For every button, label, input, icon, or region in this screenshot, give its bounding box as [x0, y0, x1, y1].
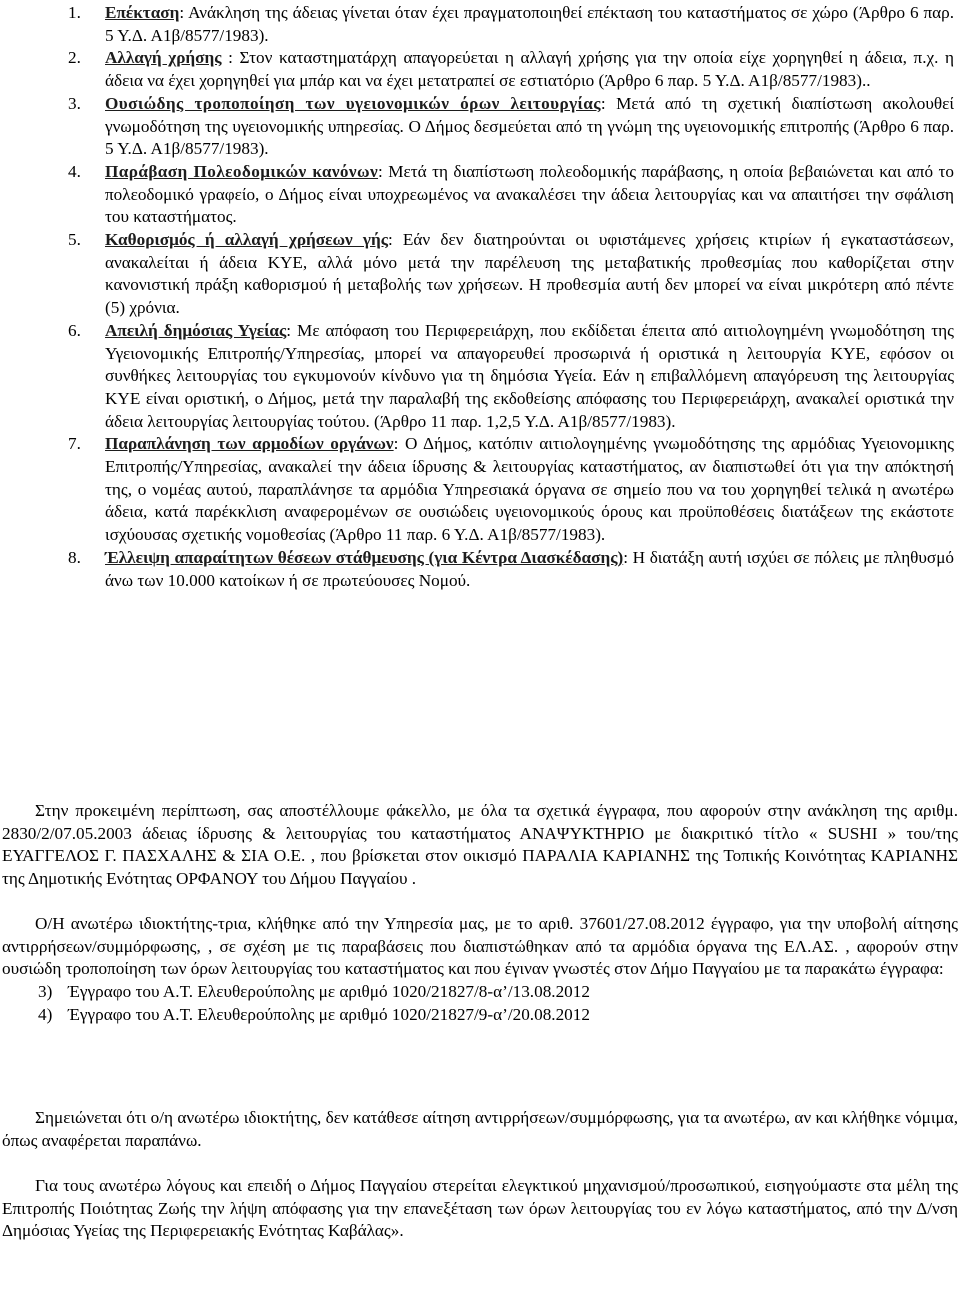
note-paragraph: Σημειώνεται ότι ο/η ανωτέρω ιδιοκτήτης, δεν κατάθεσε αίτηση αντιρρήσεων/συμμόρφωσης, για τα ανωτέρω, αν και κλήθηκε νόμιμα, όπως αναφέρεται παραπάνω.: [2, 1108, 958, 1150]
item-body: Η διατάξη αυτή ισχύει σε πόλεις με πληθυσμό άνω των 10.000 κατοίκων ή σε πρωτεύουσες Νομού.: [105, 547, 955, 590]
item-number: 3.: [68, 93, 81, 113]
item-number: 2.: [68, 48, 81, 68]
item-title: Αλλαγή χρήσης: [105, 48, 222, 68]
list-item-8: 8. Έλλειψη απαραίτητων θέσεων στάθμευσης (για Κέντρα Διασκέδασης): Η διατάξη αυτή ισχύει σε πόλεις με πληθυσμό άνω των 10.000 κατοίκων ή σε πρωτεύουσες Νομού.: [68, 547, 955, 590]
item-number: 8.: [68, 547, 81, 567]
proposal-paragraph: Για τους ανωτέρω λόγους και επειδή ο Δήμος Παγγαίου στερείται ελεγκτικού μηχανισμού/προσωπικού, εισηγούμαστε στα μέλη της Επιτροπής Ποιότητας Ζωής την λήψη απόφασης για την επανεξέταση των όρων λειτουργίας του εν λόγω καταστήματος, από την Δ/νση Δημόσιας Υγείας της Περιφερειακής Ενότητας Καβάλας».: [2, 1176, 958, 1241]
document-ref-3: 3) Έγγραφο του Α.Τ. Ελευθερούπολης με αριθμό 1020/21827/8-α’/13.08.2012: [38, 982, 590, 1002]
case-paragraph: Στην προκειμένη περίπτωση, σας αποστέλλουμε φάκελλο, με όλα τα σχετικά έγγραφα, που αφορούν στην ανάκληση της αριθμ. 2830/2/07.05.2003 άδειας ίδρυσης & λειτουργίας του καταστήματος ΑΝΑΨΥΚΤΗΡΙΟ με διακριτικό τίτλο « SUSHI » του/της ΕΥΑΓΓΕΛΟΣ Γ. ΠΑΣΧΑΛΗΣ & ΣΙΑ Ο.Ε. , που βρίσκεται στον οικισμό ΠΑΡΑΛΙΑ ΚΑΡΙΑΝΗΣ της Τοπικής Κοινότητας ΚΑΡΙΑΝΗΣ της Δημοτικής Ενότητας ΟΡΦΑΝΟΥ του Δήμου Παγγαίου .: [2, 801, 958, 889]
list-item-7: 7. Παραπλάνηση των αρμοδίων οργάνων: Ο Δήμος, κατόπιν αιτιολογημένης γνωμοδότησης της αρμόδιας Υγειονομικης Επιτροπής/Υπηρεσίας, ανακαλεί την άδεια ίδρυσης & λειτουργίας καταστήματος, αν διαπιστωθεί ότι για την απόκτησή της, ο νομέας αυτού, παραπλάνησε τα αρμόδια Υπηρεσιακά όργανα σε σημείο που να του χορηγηθεί τελικά η ανωτέρω άδεια, κατά παρέκκλιση αναφερομένων σε ουσιώδεις υγειονομικούς όρους και προϋποθέσεις διατάξεων της εκάστοτε ισχύουσας σχετικής νομοθεσίας (Άρθρο 11 παρ. 6 Υ.Δ. Α1β/8577/1983).: [68, 434, 954, 545]
item-title: Έλλειψη απαραίτητων θέσεων στάθμευσης (για Κέντρα Διασκέδασης): [105, 547, 624, 567]
list-item-6: 6. Απειλή δημόσιας Υγείας: Με απόφαση του Περιφερειάρχη, που εκδίδεται έπειτα από αιτιολογημένη γνωμοδότηση της Υγειονομικής Επιτροπής/Υπηρεσίας, μπορεί να απαγορευθεί προσωρινά ή οριστικά η λειτουργία ΚΥΕ, εφόσον οι συνθήκες λειτουργίας του εγκυμονούν κίνδυνο για τη δημόσια Υγεία. Εάν η επιβαλλόμενη απαγόρευση της λειτουργίας ΚΥΕ είναι οριστική, ο Δήμος, μετά την παραλαβή της εκδοθείσης απόφασης του Περιφερειάρχη, ανακαλεί οριστικά την άδεια λειτουργίας λειτουργίας τούτου. (Άρθρο 11 παρ. 1,2,5 Υ.Δ. Α1β/8577/1983).: [68, 320, 954, 431]
list-item-2: 2. Αλλαγή χρήσης : Στον καταστηματάρχη απαγορεύεται η αλλαγή χρήσης για την οποία είχε χορηγηθεί η άδεια, π.χ. η άδεια να έχει χορηγηθεί για μπάρ και να έχει μετατραπεί σε εστιατόριο (Άρθρο 6 παρ. 5 Υ.Δ. Α1β/8577/1983)..: [68, 48, 955, 91]
owner-paragraph: Ο/Η ανωτέρω ιδιοκτήτης-τρια, κλήθηκε από την Υπηρεσία μας, με το αριθ. 37601/27.08.2012 έγγραφο, για την υποβολή αίτησης αντιρρήσεων/συμμόρφωσης, , σε σχέση με τις παραβάσεις που διαπιστώθηκαν από τα αρμόδια όργανα της ΕΛ.ΑΣ. , αφορούν στην ουσιώδη τροποποίηση των όρων λειτουργίας του καταστήματος και που έγιναν γνωστές στον Δήμο Παγγαίου με τα παρακάτω έγγραφα: 3) Έγγραφο του Α.Τ. Ελευθερούπολης με αριθμό 1020/21827/8-α’/13.08.2012 4) Έγγραφο του Α.Τ. Ελευθερούπολης με αριθμό 1020/21827/9-α’/20.08.2012: [2, 913, 958, 1027]
list-item-4: 4. Παράβαση Πολεοδομικών κανόνων: Μετά τη διαπίστωση πολεοδομικής παράβασης, η οποία βεβαιώνεται και από το πολεοδομικό γραφείο, ο Δήμος είναι υποχρεωμένος να ανακαλέσει την άδεια λειτουργίας και να απαιτήσει την σφάλιση του καταστήματος.: [68, 161, 954, 227]
item-body: Μετά τη διαπίστωση πολεοδομικής παράβασης, η οποία βεβαιώνεται και από το πολεοδομικό γραφείο, ο Δήμος είναι υποχρεωμένος να ανακαλέσει την άδεια λειτουργίας και να απαιτήσει την σφάλιση του καταστήματος.: [105, 161, 954, 227]
item-body: Ο Δήμος, κατόπιν αιτιολογημένης γνωμοδότησης της αρμόδιας Υγειονομικης Επιτροπής/Υπηρεσίας, ανακαλεί την άδεια ίδρυσης & λειτουργίας καταστήματος, αν διαπιστωθεί ότι για την απόκτησή της, ο νομέας αυτού, παραπλάνησε τα αρμόδια Υπηρεσιακά όργανα σε σημείο που να του χορηγηθεί τελικά η ανωτέρω άδεια, κατά παρέκκλιση αναφερομένων σε ουσιώδεις υγειονομικούς όρους και προϋποθέσεις διατάξεων της εκάστοτε ισχύουσας σχετικής νομοθεσίας (Άρθρο 11 παρ. 6 Υ.Δ. Α1β/8577/1983).: [105, 434, 954, 545]
item-number: 7.: [68, 434, 81, 454]
item-title: Καθορισμός ή αλλαγή χρήσεων γής: [105, 230, 388, 250]
revocation-reasons-list: [0, 2, 960, 592]
item-number: 1.: [68, 3, 81, 22]
list-item-3: 3. Ουσιώδης τροποποίηση των υγειονομικών όρων λειτουργίας: Μετά από τη σχετική διαπίστωση ακολουθεί γνωμοδότηση της υγειονομικής υπηρεσίας. Ο Δήμος δεσμεύεται από τη γνώμη της υγειονομικής επιτροπής (Άρθρο 6 παρ. 5 Υ.Δ. Α1β/8577/1983).: [68, 93, 954, 159]
item-title: Επέκταση: [105, 3, 180, 22]
item-title: Παράβαση Πολεοδομικών κανόνων: [105, 161, 379, 181]
item-body: Με απόφαση του Περιφερειάρχη, που εκδίδεται έπειτα από αιτιολογημένη γνωμοδότηση της Υγειονομικής Επιτροπής/Υπηρεσίας, μπορεί να απαγορευθεί προσωρινά ή οριστικά η λειτουργία ΚΥΕ, εφόσον οι συνθήκες λειτουργίας του εγκυμονούν κίνδυνο για τη δημόσια Υγεία. Εάν η επιβαλλόμενη απαγόρευση της λειτουργίας ΚΥΕ είναι οριστική, ο Δήμος, μετά την παραλαβή της εκδοθείσης απόφασης του Περιφερειάρχη, ανακαλεί οριστικά την άδεια λειτουργίας λειτουργίας τούτου. (Άρθρο 11 παρ. 1,2,5 Υ.Δ. Α1β/8577/1983).: [105, 320, 954, 431]
document-ref-4: 4) Έγγραφο του Α.Τ. Ελευθερούπολης με αριθμό 1020/21827/9-α’/20.08.2012: [38, 1004, 590, 1024]
item-number: 6.: [68, 320, 81, 340]
item-body: Στον καταστηματάρχη απαγορεύεται η αλλαγή χρήσης για την οποία είχε χορηγηθεί η άδεια, π.χ. η άδεια να έχει χορηγηθεί για μπάρ και να έχει μετατραπεί σε εστιατόριο (Άρθρο 6 παρ. 5 Υ.Δ. Α1β/8577/1983)..: [105, 48, 955, 91]
item-number: 5.: [68, 230, 81, 250]
item-title: Παραπλάνηση των αρμοδίων οργάνων: [105, 434, 394, 454]
item-title: Ουσιώδης τροποποίηση των υγειονομικών όρων λειτουργίας: [105, 93, 601, 113]
item-body: Μετά από τη σχετική διαπίστωση ακολουθεί γνωμοδότηση της υγειονομικής υπηρεσίας. Ο Δήμος δεσμεύεται από τη γνώμη της υγειονομικής επιτροπής (Άρθρο 6 παρ. 5 Υ.Δ. Α1β/8577/1983).: [105, 93, 954, 159]
item-body: Εάν δεν διατηρούνται οι υφιστάμενες χρήσεις κτιρίων ή εγκαταστάσεων, ανακαλείται ή άδεια ΚΥΕ, αλλά μόνο μετά την παρέλευση της μεταβατικής προθεσμίας που καθορίζεται στην κανονιστική πράξη καθορισμού ή μεταβολής των χρήσεων. Η προθεσμία αυτή δεν μπορεί να είναι μικρότερη από πέντε (5) χρόνια.: [105, 230, 954, 318]
item-title: Απειλή δημόσιας Υγείας: [105, 320, 287, 340]
list-item-5: 5. Καθορισμός ή αλλαγή χρήσεων γής: Εάν δεν διατηρούνται οι υφιστάμενες χρήσεις κτιρίων ή εγκαταστάσεων, ανακαλείται ή άδεια ΚΥΕ, αλλά μόνο μετά την παρέλευση της μεταβατικής προθεσμίας που καθορίζεται στην κανονιστική πράξη καθορισμού ή μεταβολής των χρήσεων. Η προθεσμία αυτή δεν μπορεί να είναι μικρότερη από πέντε (5) χρόνια.: [68, 230, 954, 318]
item-body: Ανάκληση της άδειας γίνεται όταν έχει πραγματοποιηθεί επέκταση του καταστήματος σε χώρο (Άρθρο 6 παρ. 5 Υ.Δ. Α1β/8577/1983).: [105, 3, 954, 45]
list-item-1: 1. Επέκταση: Ανάκληση της άδειας γίνεται όταν έχει πραγματοποιηθεί επέκταση του καταστήματος σε χώρο (Άρθρο 6 παρ. 5 Υ.Δ. Α1β/8577/1983).: [68, 3, 954, 45]
item-number: 4.: [68, 161, 81, 181]
